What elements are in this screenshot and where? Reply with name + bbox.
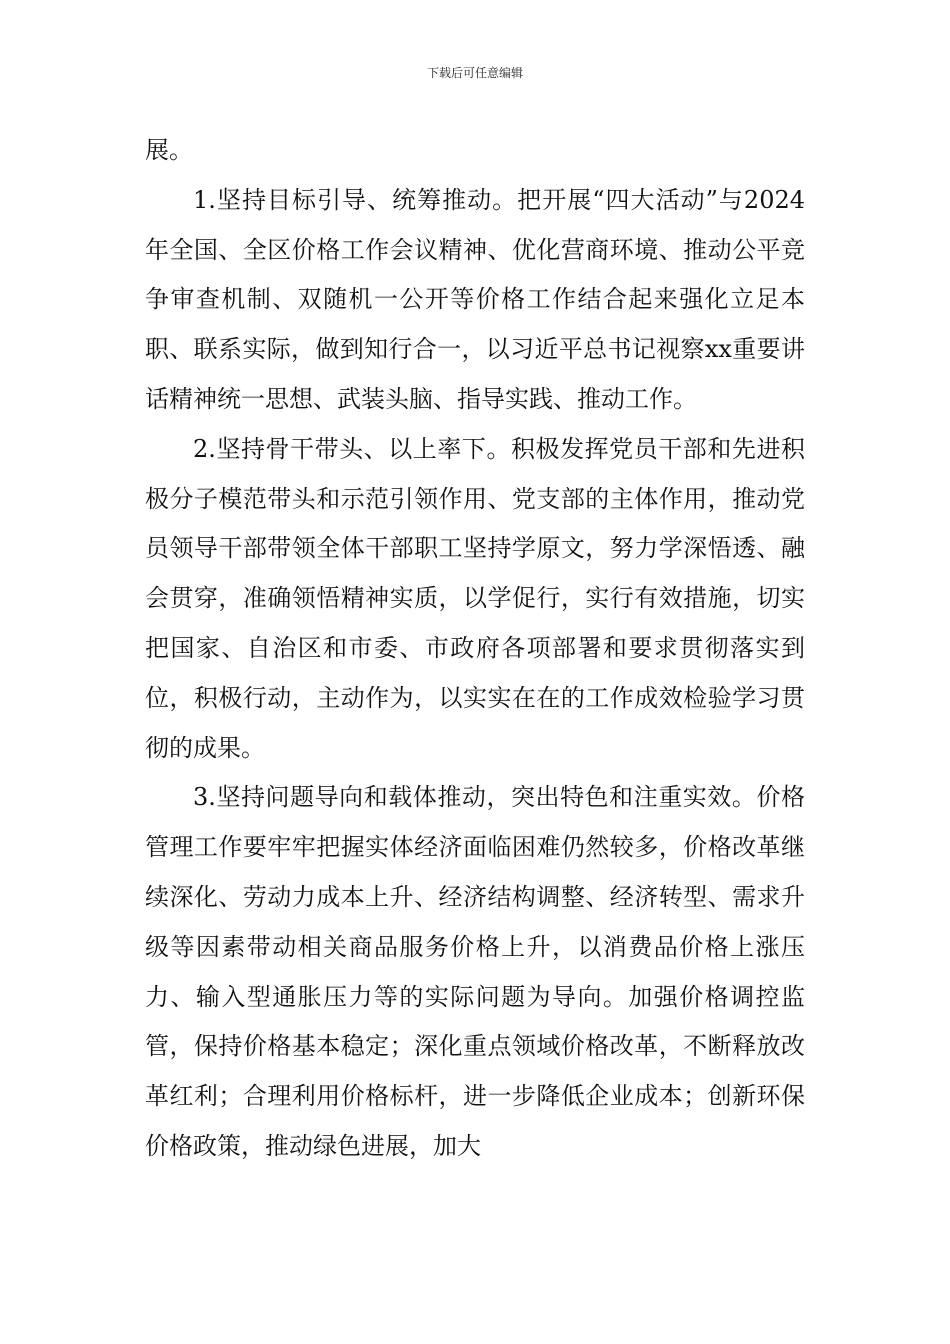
paragraph-item-1: 1.坚持目标引导、统筹推动。把开展“四大活动”与2024年全国、全区价格工作会议精神、优化营商环境、推动公平竞争审查机制、双随机一公开等价格工作结合起来强化立足本职、联系实际，做到知行合一，以习近平总书记视察xx重要讲话精神统一思想、武装头脑、指导实践、推动工作。	[145, 185, 805, 413]
document-body	[145, 126, 805, 1172]
paragraph-item-3: 3.坚持问题导向和载体推动，突出特色和注重实效。价格管理工作要牢牢把握实体经济面临困难仍然较多，价格改革继续深化、劳动力成本上升、经济结构调整、经济转型、需求升级等因素带动相关商品服务价格上升，以消费品价格上涨压力、输入型通胀压力等的实际问题为导向。加强价格调控监管，保持价格基本稳定；深化重点领域价格改革，不断释放改革红利；合理利用价格标杆，进一步降低企业成本；创新环保价格政策，推动绿色进展，加大	[145, 783, 805, 1160]
paragraph-continuation: 展。	[145, 136, 193, 164]
page-header: 下载后可任意编辑	[426, 66, 523, 80]
paragraph-item-2: 2.坚持骨干带头、以上率下。积极发挥党员干部和先进积极分子模范带头和示范引领作用、党支部的主体作用，推动党员领导干部带领全体干部职工坚持学原文，努力学深悟透、融会贯穿，准确领悟精神实质，以学促行，实行有效措施，切实把国家、自治区和市委、市政府各项部署和要求贯彻落实到位，积极行动，主动作为，以实实在在的工作成效检验学习贯彻的成果。	[145, 434, 805, 762]
